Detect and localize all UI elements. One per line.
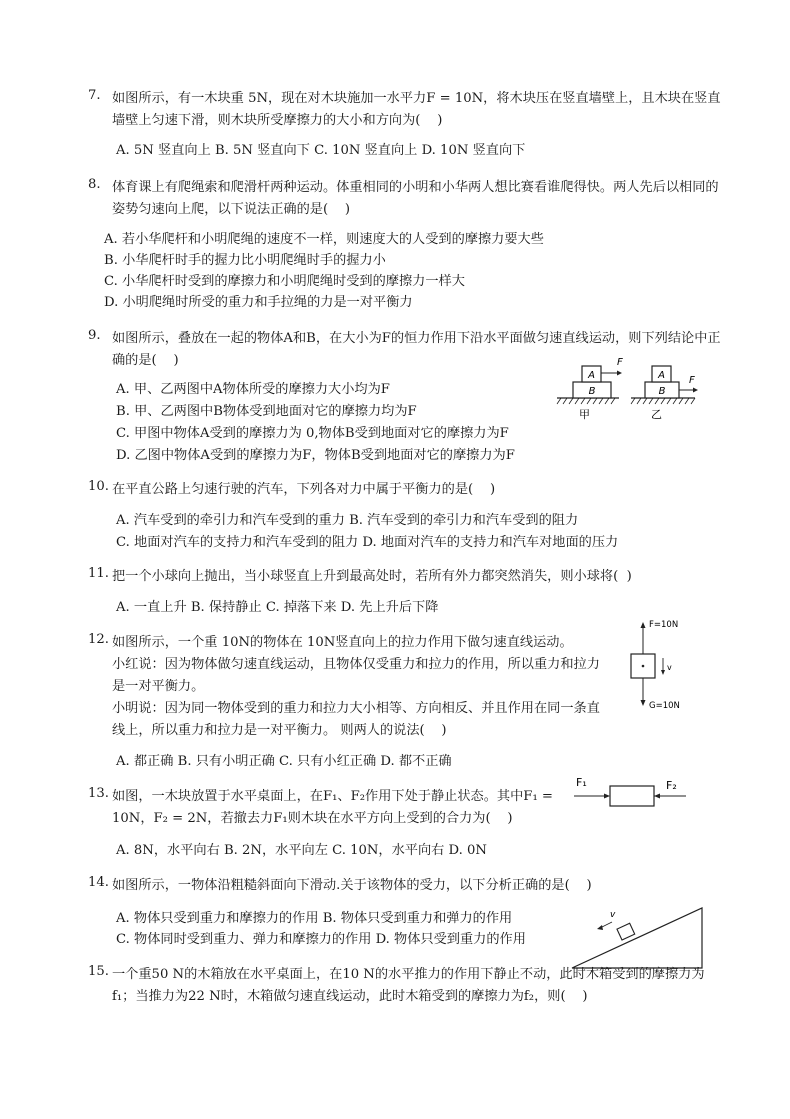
block-b-label: B: [588, 386, 596, 397]
question-stem: 体育课上有爬绳索和爬滑杆两种运动。体重相同的小明和小华两人想比赛看谁爬得快。两人先后以相同的姿势匀速向上爬，以下说法正确的是( ): [112, 180, 719, 217]
f2-label: F₂: [666, 779, 677, 792]
question-number: 10.: [88, 479, 109, 494]
question-number: 7.: [88, 88, 101, 103]
options-line: A. 8N，水平向右 B. 2N，水平向左 C. 10N，水平向右 D. 0N: [116, 843, 487, 858]
question-stem: 如图所示，有一木块重 5N，现在对木块施加一水平力F = 10N，将木块压在竖直墙壁上，且木块在竖直墙壁上匀速下滑，则木块所受摩擦力的大小和方向为( ): [112, 91, 721, 128]
question-stem: 如图所示，一物体沿粗糙斜面向下滑动.关于该物体的受力，以下分析正确的是( ): [112, 878, 592, 893]
question-number: 11.: [88, 566, 109, 581]
force-label: F: [689, 375, 695, 386]
option-b: B. 小华爬杆时手的握力比小明爬绳时手的握力小: [104, 253, 386, 268]
question-stem: 把一个小球向上抛出，当小球竖直上升到最高处时，若所有外力都突然消失，则小球将( ): [112, 569, 632, 584]
block-a-label: A: [588, 370, 595, 381]
option-c: C. 小华爬杆时受到的摩擦力和小明爬绳时受到的摩擦力一样大: [104, 274, 465, 289]
option-line-1: A. 汽车受到的牵引力和汽车受到的重力 B. 汽车受到的牵引力和汽车受到的阻力: [116, 513, 579, 528]
f1-label: F₁: [576, 776, 587, 789]
options-line: A. 5N 竖直向上 B. 5N 竖直向下 C. 10N 竖直向上 D. 10N 竖直向下: [116, 143, 526, 158]
figure-yi: [631, 366, 698, 421]
two-forces-figure: [570, 772, 700, 808]
options-line: A. 一直上升 B. 保持静止 C. 掉落下来 D. 先上升后下降: [116, 600, 439, 615]
label-jia: 甲: [579, 408, 590, 421]
force-label: F: [617, 357, 623, 368]
options-line: A. 都正确 B. 只有小明正确 C. 只有小红正确 D. 都不正确: [116, 754, 452, 769]
option-c: C. 甲图中物体A受到的摩擦力为 0,物体B受到地面对它的摩擦力为F: [116, 426, 509, 441]
question-stem: 如图所示，叠放在一起的物体A和B，在大小为F的恒力作用下沿水平面做匀速直线运动，则下列结论中正确的是( ): [112, 331, 721, 368]
question-stem: 如图，一木块放置于水平桌面上，在F₁、F₂作用下处于静止状态。其中F₁ = 10N，F₂ = 2N，若撤去力F₁则木块在水平方向上受到的合力为( ): [112, 789, 558, 826]
gravity-label: G=10N: [649, 701, 680, 711]
tension-label: F=10N: [649, 620, 679, 630]
question-number: 15.: [88, 964, 109, 979]
label-yi: 乙: [651, 408, 662, 421]
question-number: 13.: [88, 786, 109, 801]
velocity-label: v: [667, 663, 672, 672]
question-number: 8.: [88, 177, 101, 192]
stacked-blocks-figure: [553, 354, 713, 426]
option-line-1: A. 物体只受到重力和摩擦力的作用 B. 物体只受到重力和弹力的作用: [116, 911, 513, 926]
question-number: 14.: [88, 875, 109, 890]
force-balance-figure: [620, 614, 700, 714]
question-stem: 如图所示，一个重 10N的物体在 10N竖直向上的拉力作用下做匀速直线运动。 小红说：因为物体做匀速直线运动，且物体仅受重力和拉力的作用，所以重力和拉力是一对平衡力。 小明说：因为同一物体受到的重力和拉力大小相等、方向相反、并且作用在同一条直线上，所以重力和拉力是一对平衡力。 则两人的说法( ): [112, 635, 600, 738]
option-b: B. 甲、乙两图中B物体受到地面对它的摩擦力均为F: [116, 404, 417, 419]
block-a-label: A: [658, 370, 665, 381]
question-stem: 一个重50 N的木箱放在水平桌面上，在10 N的水平推力的作用下静止不动，此时木箱受到的摩擦力为f₁；当推力为22 N时，木箱做匀速直线运动，此时木箱受到的摩擦力为f₂，则( ): [112, 967, 705, 1004]
option-a: A. 若小华爬杆和小明爬绳的速度不一样，则速度大的人受到的摩擦力要大些: [104, 232, 544, 247]
incline-figure: [570, 902, 710, 972]
option-line-2: C. 物体同时受到重力、弹力和摩擦力的作用 D. 物体只受到重力的作用: [116, 932, 526, 947]
figure-jia: [557, 357, 623, 421]
option-d: D. 小明爬绳时所受的重力和手拉绳的力是一对平衡力: [104, 295, 413, 310]
question-number: 12.: [88, 632, 109, 647]
block-b-label: B: [658, 386, 666, 397]
question-stem: 在平直公路上匀速行驶的汽车，下列各对力中属于平衡力的是( ): [112, 482, 496, 497]
velocity-label: v: [610, 910, 616, 920]
option-d: D. 乙图中物体A受到的摩擦力为F，物体B受到地面对它的摩擦力为F: [116, 448, 515, 463]
option-a: A. 甲、乙两图中A物体所受的摩擦力大小均为F: [116, 382, 390, 397]
question-number: 9.: [88, 328, 101, 343]
option-line-2: C. 地面对汽车的支持力和汽车受到的阻力 D. 地面对汽车的支持力和汽车对地面的压力: [116, 535, 619, 550]
